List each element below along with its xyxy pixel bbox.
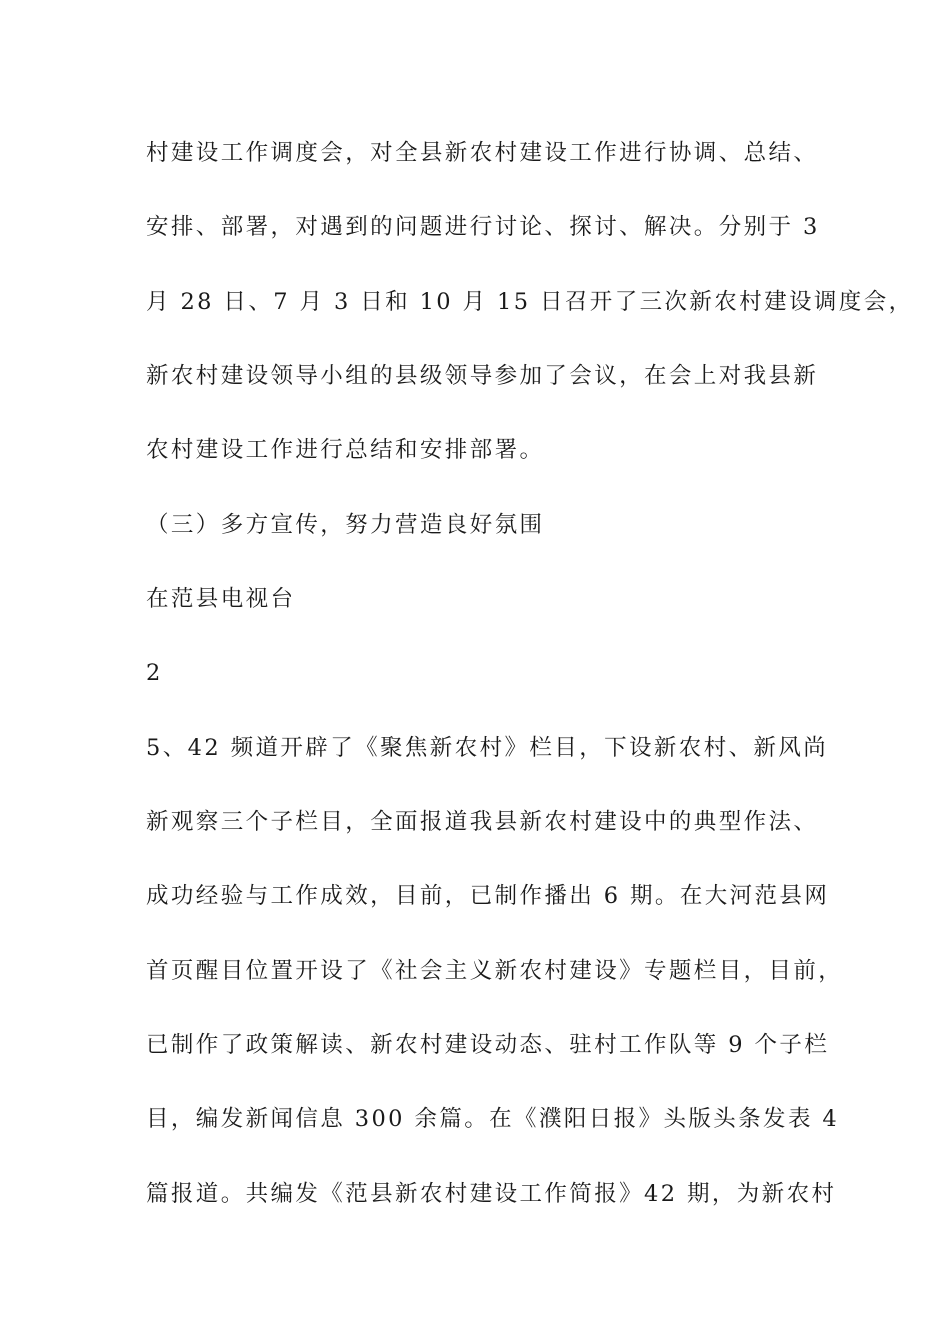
text-line-13: 已制作了政策解读、新农村建设动态、驻村工作队等 9 个子栏 [146, 1032, 830, 1058]
text-line-2: 安排、部署，对遇到的问题进行讨论、探讨、解决。分别于 3 [146, 214, 820, 240]
text-line-10: 新观察三个子栏目，全面报道我县新农村建设中的典型作法、 [146, 809, 819, 835]
text-line-11: 成功经验与工作成效，目前，已制作播出 6 期。在大河范县网 [146, 883, 830, 909]
text-line-8: 2 [146, 660, 163, 686]
text-line-14: 目，编发新闻信息 300 余篇。在《濮阳日报》头版头条发表 4 [146, 1106, 840, 1132]
text-line-3: 月 28 日、7 月 3 日和 10 月 15 日召开了三次新农村建设调度会， [146, 289, 914, 315]
section-heading: （三）多方宣传，努力营造良好氛围 [146, 512, 545, 538]
text-line-9: 5、42 频道开辟了《聚焦新农村》栏目，下设新农村、新风尚 [146, 735, 829, 761]
text-line-5: 农村建设工作进行总结和安排部署。 [146, 437, 545, 463]
text-line-12: 首页醒目位置开设了《社会主义新农村建设》专题栏目，目前， [146, 958, 844, 984]
text-line-15: 篇报道。共编发《范县新农村建设工作简报》42 期，为新农村 [146, 1181, 837, 1207]
text-line-7: 在范县电视台 [146, 586, 296, 612]
text-line-4: 新农村建设领导小组的县级领导参加了会议，在会上对我县新 [146, 363, 819, 389]
text-line-1: 村建设工作调度会，对全县新农村建设工作进行协调、总结、 [146, 140, 819, 166]
